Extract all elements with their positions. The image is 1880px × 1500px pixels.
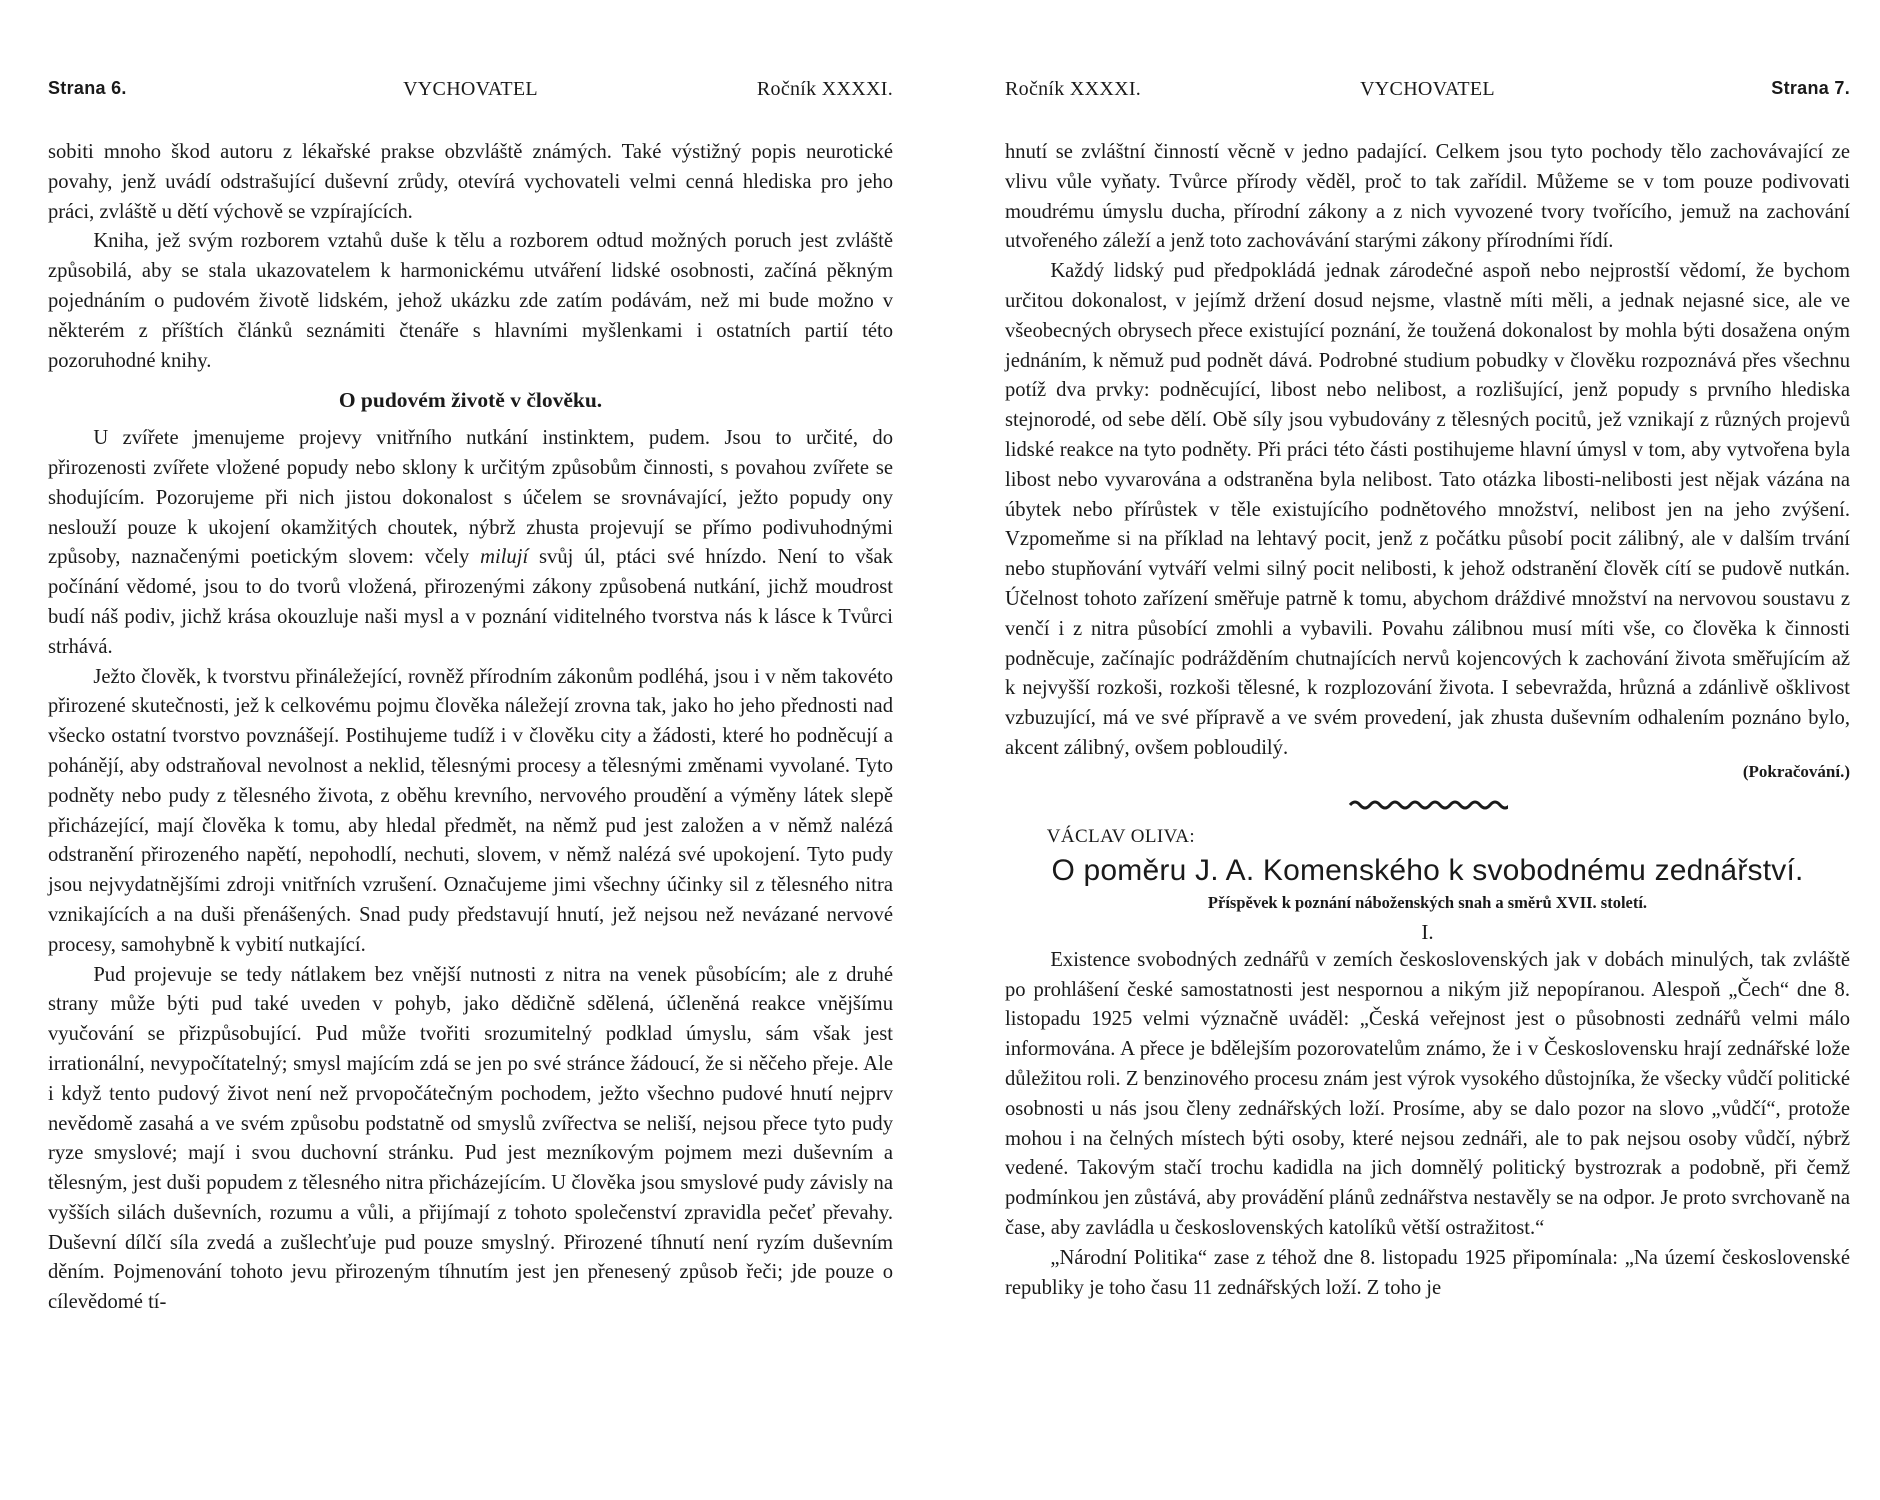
paragraph: sobiti mnoho škod autoru z lékařské prakse obzvláště známých. Také výstižný popis neurotické povahy, jenž uvádí odstrašující duševní zrůdy, otevírá vychovateli velmi cenná hlediska pro jeho práci, zvláště u dětí výchově se vzpírajících. — [48, 141, 893, 223]
right-page-body — [1005, 138, 1850, 1303]
left-page — [48, 0, 893, 1500]
paragraph: Existence svobodných zednářů v zemích československých jak v dobách minulých, tak zvláště po prohlášení české samostatnosti jest nespornou a nikým již nepopíranou. Alespoň „Čech“ dne 8. listopadu 1925 velmi význačně uváděl: „Česká veřejnost jest o působnosti zednářů velmi málo informována. A přece je bdělejším pozorovatelům známo, že i v Československu hrají zednářské lože důležitou roli. Z benzinového procesu znám jest výrok vysokého důstojníka, že všecky vůdčí politické osobnosti u nás jsou členy zednářských loží. Prosíme, aby se dalo pozor na slovo „vůdčí“, protože mohou i na čelných místech býti osoby, které nejsou zednáři, ale to pak nejsou osoby vůdčí, nýbrž vedené. Takovým stačí trochu kadidla na jich domnělý politický bystrozrak a podobně, při čemž podmínkou jen zůstává, aby provádění plánů zednářstva nestavěly se na odpor. Je proto svrchovaně na čase, aby zavládla u československých katolíků větší ostražitost.“ — [1005, 948, 1850, 1239]
page-number: Strana 6. — [48, 78, 127, 98]
section-heading: O pudovém životě v člověku. — [338, 388, 603, 413]
page-number: Strana 7. — [1771, 78, 1850, 98]
section-number: I. — [1421, 919, 1434, 944]
paragraph: hnutí se zvláštní činností věcně v jedno padající. Celkem jsou tyto pochody tělo zachovávající ze vlivu vůle vyňaty. Tvůrce přírody věděl, proč to tak zařídil. Můžeme se v tom pouze podivovati moudrému úmyslu ducha, přírodní zákony a z nich vyvozené tvory tvořícího, jemuž na zachování utvořeného záleží a jenž toto zachovávání starými zákony přírodními řídí. — [1005, 141, 1850, 253]
wavy-divider-ornament — [1348, 798, 1508, 812]
author-byline: VÁCLAV OLIVA: — [1046, 825, 1196, 847]
paragraph-text: U zvířete jmenujeme projevy vnitřního nutkání instinktem, pudem. Jsou to určité, do přirozenosti zvířete vložené popudy nebo sklony k určitým způsobům činnosti, s povahou zvířete se shodujícím. Pozorujeme při nich jistou dokonalost s účelem se srovnávající, ježto popudy ony neslouží pouze k ukojení okamžitých choutek, nýbrž zhusta projevují se přímo podivuhodnými způsoby, naznačenými poetickým slovem: včely — [48, 427, 893, 569]
running-head-left — [48, 78, 893, 108]
paragraph: Ježto člověk, k tvorstvu přináležející, rovněž přírodním zákonům podléhá, jsou i v něm takovéto přirozené skutečnosti, jež k celkovému pojmu člověka náležejí zrovna tak, jako ho jeho přednosti nad všecko ostatní tvorstvo povznášejí. Postihujeme tudíž i v člověku city a žádosti, které ho podněcují a pohánějí, aby odstraňoval nevolnost a neklid, tělesnými procesy a tělesnými změnami vyvolané. Tyto podněty nebo pudy z tělesného života, z oběhu krevního, nervového proudění a výměny látek slepě přicházející, mají člověka k tomu, aby hledal předmět, na němž pud jest založen a v němž nalézá odstranění přirozeného napětí, nepohodlí, nechuti, slovem, v němž nalézá své upokojení. Tyto pudy jsou nejvydatnějšími zdroji vnitřních vzrušení. Označujeme jimi všechny účinky sil z tělesného nitra vznikajících a na duši přenášených. Snad pudy představují hnutí, jež nejsou než nevázané nervové procesy, samohybně k vybití nutkající. — [48, 665, 893, 956]
continued-note: (Pokračování.) — [1742, 761, 1850, 781]
journal-title: VYCHOVATEL — [403, 78, 538, 100]
journal-title: VYCHOVATEL — [1360, 78, 1495, 100]
paragraph — [48, 424, 893, 662]
paragraph: Kniha, jež svým rozborem vztahů duše k tělu a rozborem odtud možných poruch jest zvláště způsobilá, aby se stala ukazovatelem k harmonickému utváření lidské osobnosti, začíná pěkným pojednáním o pudovém životě lidském, jehož ukázku zde zatím podávám, než mi bude možno v některém z příštích článků seznámiti čtenáře s hlavními myšlenkami i ostatních partií této pozoruhodné knihy. — [48, 230, 893, 372]
volume-label: Ročník XXXXI. — [756, 78, 893, 100]
volume-label: Ročník XXXXI. — [1005, 78, 1142, 100]
article-title: O poměru J. A. Komenského k svobodnému zednářství. — [1051, 853, 1804, 887]
emphasis-text: milují — [480, 546, 529, 569]
paragraph-text: svůj úl, ptáci své hnízdo. Není to však počínání vědomé, jsou to do tvorů vložená, přirozenými zákony způsobená nutkání, jichž moudrost budí náš podiv, jichž krása okouzluje naši mysl a v poznání viditelného tvorstva nás k lásce k Tvůrci strhává. — [48, 546, 893, 658]
paragraph: Pud projevuje se tedy nátlakem bez vnější nutnosti z nitra na venek působícím; ale z druhé strany může býti pud také uveden v pohyb, jako dědičně sdělená, účleněná reakce vnějšímu vyučování se přizpůsobující. Pud může tvořiti srozumitelný podklad úmyslu, sám však jest irrationální, nevypočítatelný; smysl majícím zdá se jen po své stránce žádoucí, že si něčeho přeje. Ale i když tento pudový život není než prvopočátečným pochodem, ježto všechno pudové hnutí nejprv nevědomě zasahá a ve svém způsobu podstatně od smyslů zvířectva se neliší, nejsou přece tyto pudy ryze smyslové; mají i svou duchovní stránku. Pud jest mezníkovým pojmem mezi duševním a tělesným, jest duši popudem z tělesného nitra přicházejícím. U člověka jsou smyslové pudy závisly na vyšších silách duševních, rozumu a vůli, a přijímají z tohoto společenství zpravidla pečeť převahy. Duševní dílčí síla zvedá a zušlechťuje pud pouze smyslný. Přirozené tíhnutí není ryzím duševním děním. Pojmenování tohoto jevu přirozeným tíhnutím jest jen přenesený způsob řeči; jde pouze o cílevědomé tí- — [48, 963, 893, 1314]
paragraph: Každý lidský pud předpokládá jednak zárodečné aspoň nebo nejprostší vědomí, že bychom určitou dokonalost, v jejímž držení dosud nejsme, vlastně míti měli, a jednak nejasné sice, ale ve všeobecných obrysech přece existující poznání, že toužená dokonalost by mohla býti dosažena oným jednáním, k němuž pud podnět dává. Podrobné studium pobudky v člověku rozpoznává přes všechnu potíž dva prvky: podněcující, libost nebo nelibost, a rozlišující, jenž popudy s prvního hlediska stejnorodé, od sebe dělí. Obě síly jsou vybudovány z tělesných pocitů, jež vznikají z různých projevů lidské reakce na tyto podněty. Při práci této části postihujeme hlavní úmysl v tom, aby vytvořena byla libost nebo vyvarována a odstraněna byla nelibost. Tato otázka libosti-nelibosti jest nějak vázána na úbytek nebo přírůstek v těle existujícího podnětového množství, nelibost jen na jeho zvýšení. Vzpomeňme si na příklad na lehtavý pocit, jenž z počátku působí pocit zálibný, ale v dalším trvání nebo stupňování vytváří velmi silný pocit nelibosti, k jehož odstranění člověk cítí se pudově nutkán. Účelnost tohoto zařízení směřuje patrně k tomu, abychom dráždivé množství na nervovou soustavu z venčí i z nitra působící zmohli a vybavili. Povahu zálibnou musí míti vše, co člověka k činnosti podněcuje, začínajíc podrážděním chutnajících nervů kojencových k zachování života směřujícím až k nejvyšší rozkoši, rozkoši tělesné, k rozplozování života. I sebevražda, hrůzná a zdánlivě ošklivost vzbuzující, má ve své přípravě a ve svém provedení, jak zhusta duševním odhalením poznáno bylo, akcent zálibný, ovšem pobloudilý. — [1005, 260, 1850, 759]
right-page — [1005, 0, 1850, 1500]
paragraph: „Národní Politika“ zase z téhož dne 8. listopadu 1925 připomínala: „Na území československé republiky je toho času 11 zednářských loží. Z toho je — [1005, 1246, 1850, 1299]
left-page-body — [48, 138, 893, 1318]
article-subtitle: Příspěvek k poznání náboženských snah a směrů XVII. století. — [1207, 892, 1648, 912]
running-head-right — [1005, 78, 1850, 108]
